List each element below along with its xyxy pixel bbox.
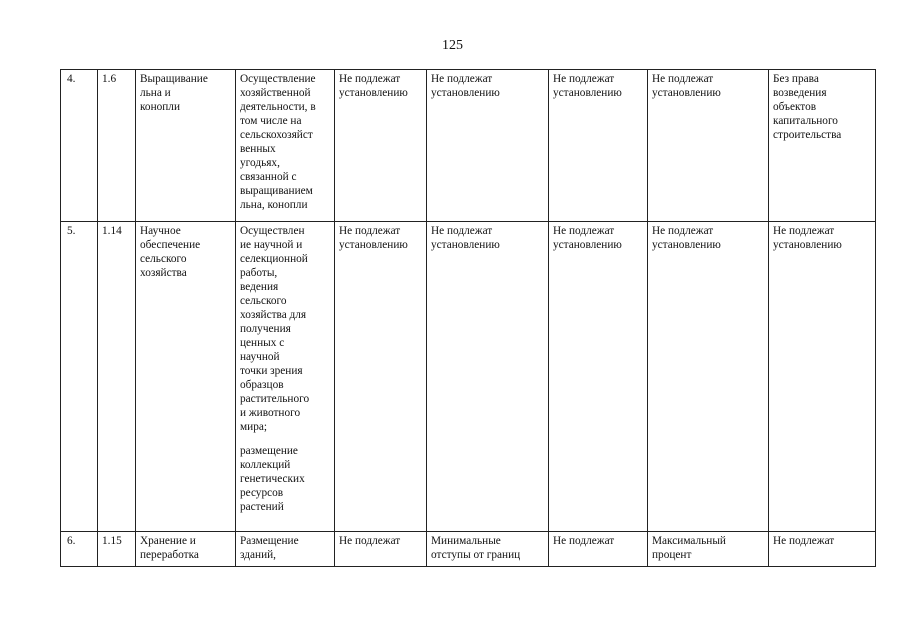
table-cell: Не подлежат установлению [549, 70, 648, 222]
use-name-cell: Хранение и переработка [136, 532, 236, 567]
table-row [61, 222, 876, 532]
table-cell: Не подлежат установлению [648, 70, 769, 222]
table-cell: Не подлежат установлению [427, 222, 549, 532]
table-cell: Минимальные отступы от границ [427, 532, 549, 567]
table-cell: Не подлежат установлению [648, 222, 769, 532]
table-cell: Максимальный процент [648, 532, 769, 567]
row-number-cell: 4. [61, 70, 98, 222]
use-description-cell: Размещение зданий, [236, 532, 335, 567]
table-cell: Не подлежат установлению [335, 70, 427, 222]
use-code-cell: 1.14 [98, 222, 136, 532]
table-cell: Не подлежат [769, 532, 876, 567]
row-number-cell: 5. [61, 222, 98, 532]
regulations-table [60, 69, 876, 567]
use-name-cell: Научное обеспечение сельского хозяйства [136, 222, 236, 532]
use-code-cell: 1.6 [98, 70, 136, 222]
table-row [61, 532, 876, 567]
use-description-cell: Осуществление хозяйственной деятельности, в том числе на сельскохозяйст венных угодьях, связанной с выращиванием льна, конопли [236, 70, 335, 222]
table-cell: Не подлежат установлению [769, 222, 876, 532]
table-row [61, 70, 876, 222]
row-number-cell: 6. [61, 532, 98, 567]
table-cell: Без права возведения объектов капитального строительства [769, 70, 876, 222]
table-cell: Не подлежат [549, 532, 648, 567]
use-description-cell: Осуществлен ие научной и селекционной работы, ведения сельского хозяйства для получения ценных с научной точки зрения образцов растительного и животного мира; размещение коллекций генетических ресурсов растений [236, 222, 335, 532]
page-number: 125 [442, 38, 463, 53]
table-cell: Не подлежат установлению [335, 222, 427, 532]
use-name-cell: Выращивание льна и конопли [136, 70, 236, 222]
table-cell: Не подлежат [335, 532, 427, 567]
use-code-cell: 1.15 [98, 532, 136, 567]
table-cell: Не подлежат установлению [427, 70, 549, 222]
table-cell: Не подлежат установлению [549, 222, 648, 532]
